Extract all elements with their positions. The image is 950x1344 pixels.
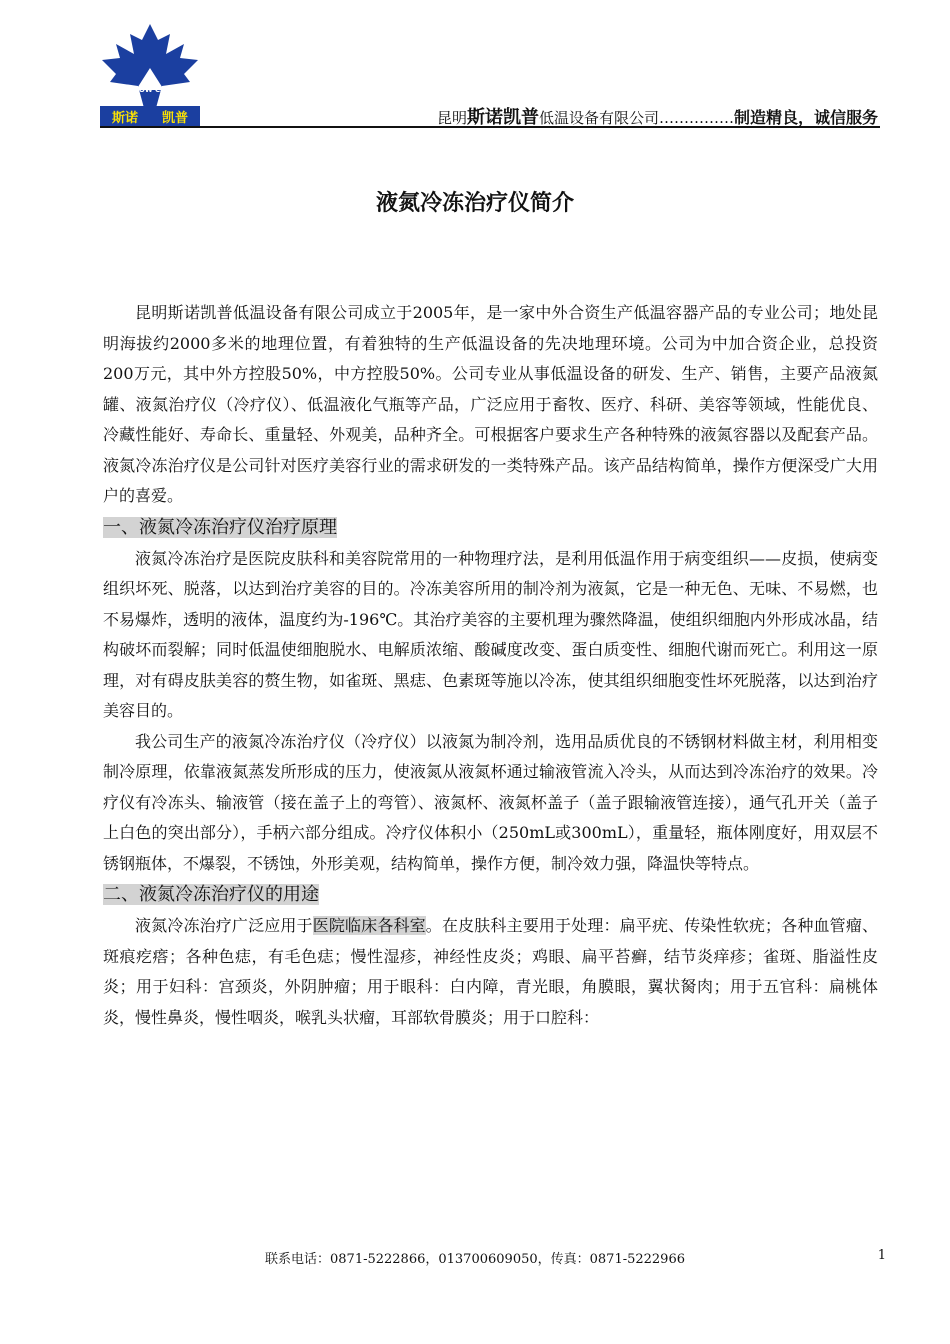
logo-cn-right: 凯普: [161, 110, 188, 126]
logo-cn-text: [100, 106, 200, 126]
header-company: 低温设备有限公司: [538, 109, 659, 127]
principle-paragraph-2: 我公司生产的液氮冷冻治疗仪（冷疗仪）以液氮为制冷剂，选用品质优良的不锈钢材料做主材，利用相变制冷原理，依靠液氮蒸发所形成的压力，使液氮从液氮杯通过输液管流入冷头，从而达到冷冻治疗的效果。冷疗仪有冷冻头、输液管（接在盖子上的弯管）、液氮杯、液氮杯盖子（盖子跟输液管连接），通气孔开关（盖子上白色的突出部分），手柄六部分组成。冷疗仪体积小（250mL或300mL），重量轻，瓶体刚度好，用双层不锈钢瓶体，不爆裂，不锈蚀，外形美观，结构简单，操作方便，制冷效力强，降温快等特点。: [103, 731, 878, 873]
maple-leaf-icon: [100, 24, 200, 108]
header-slogan: 制造精良，诚信服务: [733, 108, 878, 127]
document-body: [103, 298, 878, 1033]
section-heading-principle-text: 一、液氮冷冻治疗仪治疗原理: [103, 516, 337, 538]
page-title: 液氮冷冻治疗仪简介: [375, 190, 574, 216]
uses-highlight: 医院临床各科室: [312, 916, 426, 935]
principle-paragraph-1: 液氮冷冻治疗是医院皮肤科和美容院常用的一种物理疗法，是利用低温作用于病变组织——皮损，使病变组织坏死、脱落，以达到治疗美容的目的。冷冻美容所用的制冷剂为液氮，它是一种无色、无味、不易燃，也不易爆炸，透明的液体，温度约为-196℃。其治疗美容的主要机理为骤然降温，使组织细胞内外形成冰晶，结构破坏而裂解；同时低温使细胞脱水、电解质浓缩、酸碱度改变、蛋白质变性、细胞代谢而死亡。利用这一原理，对有碍皮肤美容的赘生物，如雀斑、黑痣、色素斑等施以冷冻，使其组织细胞变性坏死脱落，以达到治疗美容目的。: [103, 548, 878, 720]
uses-text-before: 液氮冷冻治疗广泛应用于: [135, 916, 313, 935]
uses-text-after: 。在皮肤科主要用于处理：扁平疣、传染性软疣；各种血管瘤、斑痕疙瘩；各种色痣，有毛色痣；慢性湿疹，神经性皮炎；鸡眼、扁平苔癣，结节炎痒疹；雀斑、脂溢性皮炎；用于妇科：宫颈炎，外阴肿瘤；用于眼科：白内障，青光眼，角膜眼，翼状胬肉；用于五官科：扁桃体炎，慢性鼻炎，慢性咽炎，喉乳头状瘤，耳部软骨膜炎；用于口腔科：: [103, 916, 878, 1027]
logo-en-text: SNOW CAP: [128, 86, 171, 94]
header-brand: 斯诺凯普: [466, 107, 539, 128]
section-heading-uses: [103, 879, 878, 911]
footer-contact: 联系电话：0871-5222866，013700609050，传真：0871-5222966: [265, 1252, 685, 1267]
section-heading-principle: [103, 512, 878, 544]
header-divider: [100, 126, 880, 128]
uses-paragraph: [103, 911, 878, 1033]
company-logo: [100, 24, 200, 126]
header-dots: ……………: [658, 109, 734, 127]
section-heading-uses-text: 二、液氮冷冻治疗仪的用途: [103, 884, 319, 905]
logo-cn-left: 斯诺: [111, 110, 138, 126]
page-number: 1: [877, 1248, 886, 1263]
intro-paragraph: 昆明斯诺凯普低温设备有限公司成立于2005年，是一家中外合资生产低温容器产品的专业公司；地处昆明海拔约2000多米的地理位置，有着独特的生产低温设备的先决地理环境。公司为中加合资企业，总投资200万元，其中外方控股50%，中方控股50%。公司专业从事低温设备的研发、生产、销售，主要产品液氮罐、液氮治疗仪（冷疗仪）、低温液化气瓶等产品，广泛应用于畜牧、医疗、科研、美容等领域，性能优良、冷藏性能好、寿命长、重量轻、外观美，品种齐全。可根据客户要求生产各种特殊的液氮容器以及配套产品。液氮冷冻治疗仪是公司针对医疗美容行业的需求研发的一类特殊产品。该产品结构简单，操作方便深受广大用户的喜爱。: [103, 303, 878, 505]
header-prefix: 昆明: [436, 109, 467, 127]
